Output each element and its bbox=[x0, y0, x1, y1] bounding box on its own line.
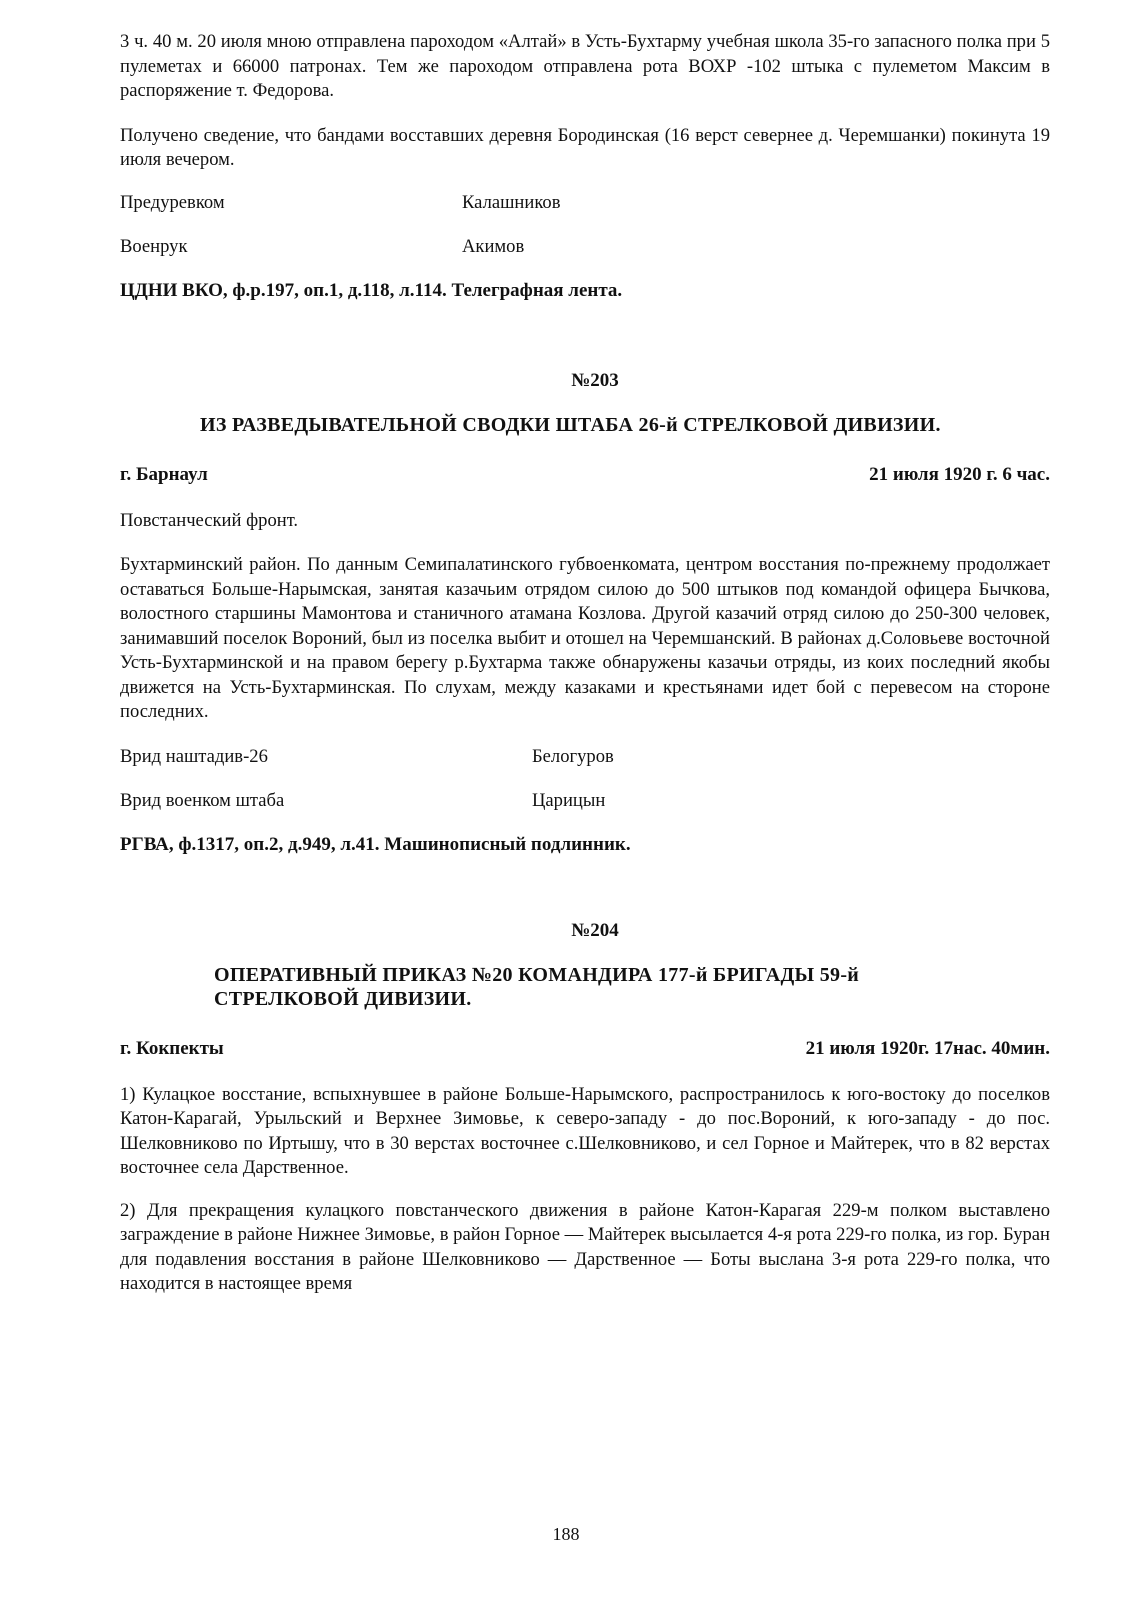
document-number: №204 bbox=[571, 919, 619, 941]
signature-name: Акимов bbox=[462, 235, 525, 257]
signature-row bbox=[120, 789, 1050, 813]
signature-name: Белогуров bbox=[532, 745, 614, 767]
archive-source: РГВА, ф.1317, оп.2, д.949, л.41. Машинописный подлинник. bbox=[120, 833, 631, 855]
signature-name: Калашников bbox=[462, 191, 561, 213]
signature-row bbox=[120, 235, 1050, 259]
document-number: №203 bbox=[571, 369, 619, 391]
signature-name: Царицын bbox=[532, 789, 606, 811]
document-place: г. Кокпекты bbox=[120, 1037, 224, 1059]
body-paragraph: 1) Кулацкое восстание, вспыхнувшее в районе Больше-Нарымского, распространилось к юго-востоку до поселков Катон-Карагай, Урыльский и Верхнее Зимовье, к северо-западу - до пос.Вороний, к юго-западу - до пос. Шелковниково по Иртышу, что в 30 верстах восточнее с.Шелковниково, и сел Горное и Майтерек, что в 82 верстах восточнее села Дарственное. bbox=[120, 1083, 1050, 1178]
document-date: 21 июля 1920г. 17нас. 40мин. bbox=[805, 1037, 1050, 1059]
signature-title: Предуревком bbox=[120, 191, 225, 213]
document-page bbox=[120, 30, 1050, 1315]
document-title: ИЗ РАЗВЕДЫВАТЕЛЬНОЙ СВОДКИ ШТАБА 26-й СТРЕЛКОВОЙ ДИВИЗИИ. bbox=[200, 413, 941, 436]
intro-paragraph-2: Получено сведение, что бандами восставших деревня Бородинская (16 верст севернее д. Черемшанки) покинута 19 июля вечером. bbox=[120, 124, 1050, 170]
body-paragraph: Бухтарминский район. По данным Семипалатинского губвоенкомата, центром восстания по-прежнему продолжает оставаться Больше-Нарымская, занятая казачьим отрядом силою до 500 штыков под командой офицера Бычкова, волостного старшины Мамонтова и станичного атамана Козлова. Другой казачий отряд силою до 250-300 человек, занимавший поселок Вороний, был из поселка выбит и отошел на Черемшанский. В районах д.Соловьеве восточной Усть-Бухтарминской и на правом берегу р.Бухтарма также обнаружены казачьи отряды, из коих последний якобы движется на Усть-Бухтарминская. По слухам, между казаками и крестьянами идет бой с перевесом на стороне последних. bbox=[120, 554, 1050, 722]
place-date-row bbox=[120, 1037, 1050, 1061]
body-paragraph: Повстанческий фронт. bbox=[120, 509, 299, 531]
body-paragraph: 2) Для прекращения кулацкого повстанческого движения в районе Катон-Карагая 229-м полком выставлено заграждение в районе Нижнее Зимовье, в район Горное — Майтерек высылается 4-я рота 229-го полка, из гор. Буран для подавления восстания в районе Шелковниково — Дарственное — Боты выслана 3-я рота 229-го полка, что находится в настоящее время bbox=[120, 1199, 1050, 1294]
signature-row bbox=[120, 191, 1050, 215]
document-title: ОПЕРАТИВНЫЙ ПРИКАЗ №20 КОМАНДИРА 177-й БРИГАДЫ 59-й СТРЕЛКОВОЙ ДИВИЗИИ. bbox=[214, 963, 860, 1010]
place-date-row bbox=[120, 463, 1050, 487]
signature-title: Врид военком штаба bbox=[120, 789, 285, 811]
document-date: 21 июля 1920 г. 6 час. bbox=[869, 463, 1050, 485]
intro-paragraph-1: 3 ч. 40 м. 20 июля мною отправлена пароходом «Алтай» в Усть-Бухтарму учебная школа 35-го запасного полка при 5 пулеметах и 66000 патронах. Тем же пароходом отправлена рота ВОХР -102 штыка с пулеметом Максим в распоряжение т. Федорова. bbox=[120, 31, 1050, 101]
document-place: г. Барнаул bbox=[120, 463, 208, 485]
signature-row bbox=[120, 745, 1050, 769]
signature-title: Врид наштадив-26 bbox=[120, 745, 268, 767]
signature-title: Военрук bbox=[120, 235, 188, 257]
archive-source: ЦДНИ ВКО, ф.р.197, оп.1, д.118, л.114. Телеграфная лента. bbox=[120, 279, 623, 301]
page-number: 188 bbox=[552, 1524, 580, 1544]
